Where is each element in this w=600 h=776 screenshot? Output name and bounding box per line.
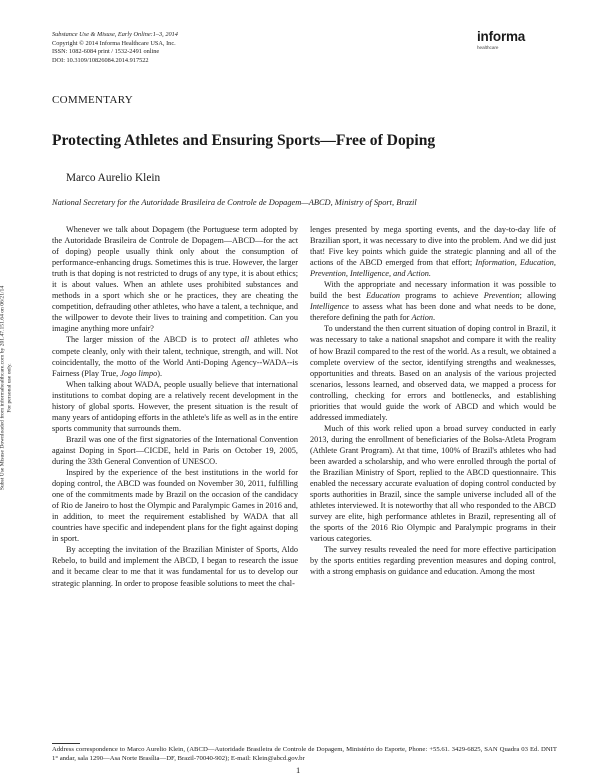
journal-line: Substance Use & Misuse, Early Online:1–3, 2014 [52, 31, 178, 38]
right-column [310, 224, 556, 578]
correspondence-address: Address correspondence to Marco Aurelio Klein, (ABCD—Autoridade Brasileira de Controle de Dopagem, Ministério do Esporte, Phone: +55.61. 3429-6825, SAN Quadra 03 Ed. DNIT 1° andar, sala 1290—Asa Norte Brasília—DF, Brazil-70040-902); E-mail: Klein@abcd.gov.br [52, 746, 557, 762]
issn-line: ISSN: 1082-6084 print / 1532-2491 online [52, 48, 160, 56]
section-label: COMMENTARY [52, 94, 133, 106]
doi-line: DOI: 10.3109/10826084.2014.917522 [52, 56, 149, 64]
paragraph: With the appropriate and necessary information it was possible to build the best Education programs to achieve Prevention; allowing Intelligence to assess what has been done and what needs to be done, therefore defining the path for Action. [310, 280, 557, 323]
journal-metadata [52, 31, 178, 65]
page-number: 1 [296, 765, 301, 775]
paragraph: Brazil was one of the first signatories of the International Convention against Doping in Sport—CICDE, held in Paris on October 19, 2005, during the 33th General Convention of UNESCO. [52, 434, 298, 466]
paragraph: The larger mission of the ABCD is to protect all athletes who compete cleanly, only with their talent, technique, strength, and will. Not coincidentally, the motto of the World Anti-Doping Agency--WADA--is Fairness (Play True, Jogo limpo). [52, 335, 299, 378]
paragraph: When talking about WADA, people usually believe that international institutions to combat doping are a relatively recent development in the history of global sports. However, the present situation is the result of many years of antidoping efforts in the athlete's life as well as in the entire sports community that surrounds them. [52, 379, 298, 433]
copyright-line: Copyright © 2014 Informa Healthcare USA, Inc. [52, 39, 176, 47]
download-note-line: Subst Use Misuse Downloaded from informahealthcare.com by 201.47.151.64 on 06/21/14 [0, 285, 6, 491]
left-column [52, 224, 298, 589]
paragraph: Inspired by the experience of the best institutions in the world for doping control, the ABCD was founded on November 30, 2011, fulfilling one of the commitments made by Brazil on the occasion of the candidacy of Rio de Janeiro to host the Olympic and Paralympic Games in 2016 and, in addition, to meet the requirement established by WADA that all countries have specific and independent plans for the fight against doping in sport. [52, 468, 298, 544]
article-title: Protecting Athletes and Ensuring Sports—Free of Doping [52, 132, 436, 149]
author-name: Marco Aurelio Klein [66, 172, 161, 184]
paragraph: Much of this work relied upon a broad survey conducted in early 2013, during the enrollment of beneficiaries of the Bolsa-Atleta Program (Athlete Grant Program). At that time, 100% of Brazil's athletes who had been awarded a scholarship, and who were enrolled through the portal of the Brazilian Ministry of Sport, replied to the ABCD questionnaire. This enabled the necessary accurate evaluation of doping control conducted by sports authorities in Brazil, since the sample universe included all of the athletes interviewed. It is noteworthy that all who responded to the ABCD survey are elite, high performance athletes in Brazil, representing all of the sports of the 2016 Rio Olympic and Paralympic programs in their various categories. [310, 423, 556, 544]
publisher-logo-subtitle: healthcare [477, 45, 499, 50]
publisher-logo-name: informa [477, 29, 526, 44]
paragraph: By accepting the invitation of the Brazilian Minister of Sports, Aldo Rebelo, to build and implement the ABCD, I began to research the issue and it became clear to me that it was fundamental for us to develop our strategic planning. In order to propose feasible solutions to meet the chal- [52, 545, 298, 588]
download-watermark [0, 286, 14, 490]
paragraph: To understand the then current situation of doping control in Brazil, it was necessary to take a national snapshot and compare it with the reality of how Brazil compared to the rest of the world. As a result, we obtained a complete overview of the sector, identifying strengths and weaknesses, opportunities and threats. Based on an analysis of the various projected scenarios, lessons learned, and observed data, we mapped a process for controlling, checking for errors and bottlenecks, and establishing priorities that would guide the work of ABCD and which would be addressed immediately. [310, 324, 556, 422]
paragraph: lenges presented by mega sporting events, and the day-to-day life of Brazilian sport, it was necessary to dive into the problem. And we did just that! Five key points which guide the strategic planning and all of the actions of the ABCD emerged from that effort; Information, Education, Prevention, Intelligence, and Action. [310, 225, 556, 279]
paragraph: Whenever we talk about Dopagem (the Portuguese term adopted by the Autoridade Brasileira de Controle de Dopagem—ABCD—for the act of doping) people usually think only about the consumption of performance-enhancing drugs. Sometimes this is true. However, the larger truth is that doping is not restricted to drugs of any type, it is about ethics; it is about values. When an athlete uses prohibited substances and methods in a sport which she or he practices, they are cheating the competition, defrauding other athletes, who have a talent, a technique, and the willpower to devote their lives to training and competition. Can you imagine anything more unfair? [52, 225, 298, 334]
author-affiliation: National Secretary for the Autoridade Brasileira de Controle de Dopagem—ABCD, Ministry of Sport, Brazil [52, 198, 417, 207]
personal-use-note: For personal use only. [7, 363, 13, 413]
footnote-divider [52, 743, 80, 744]
paragraph: The survey results revealed the need for more effective participation by the sports entities regarding prevention measures and doping control, with a strong emphasis on guidance and education. Among the most [310, 545, 556, 577]
publisher-logo [477, 30, 557, 50]
